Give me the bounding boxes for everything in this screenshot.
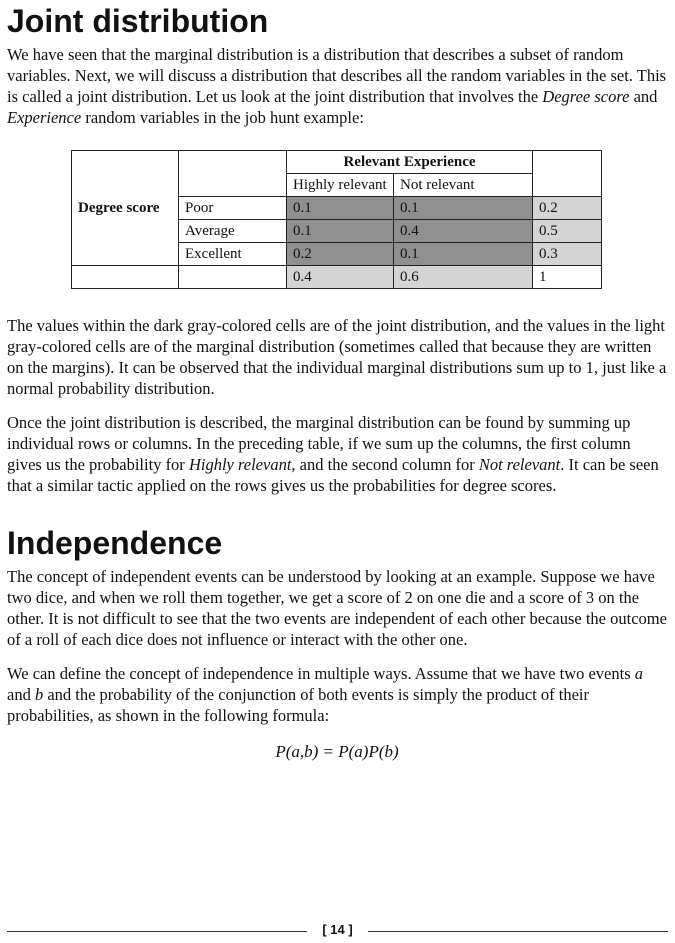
grand-total-cell: 1 bbox=[533, 266, 602, 289]
marginal-cell: 0.5 bbox=[533, 220, 602, 243]
paragraph-cell-colors: The values within the dark gray-colored cells are of the joint distribution, and the values in the light gray-colored cells are of the marginal distribution (sometimes called that because they are written on the margins). It can be observed that the individual marginal distributions sum up to 1, just like a normal probability distribution. bbox=[7, 316, 667, 398]
intro-paragraph: We have seen that the marginal distribution is a distribution that describes a subset of random variables. Next, we will discuss a distribution that describes all the random variables in the set. This is called a joint distribution. Let us look at the joint distribution that involves the Degree score and Experience random variables in the job hunt example: bbox=[7, 45, 667, 127]
joint-cell: 0.2 bbox=[287, 243, 394, 266]
joint-distribution-table bbox=[71, 150, 602, 289]
joint-cell: 0.1 bbox=[394, 243, 533, 266]
section-title-independence: Independence bbox=[7, 525, 223, 561]
marginal-cell: 0.2 bbox=[533, 197, 602, 220]
page-content bbox=[7, 0, 667, 762]
marginal-cell: 0.6 bbox=[394, 266, 533, 289]
table-row bbox=[72, 266, 602, 289]
paragraph-marginal-from-joint: Once the joint distribution is described, the marginal distribution can be found by summing up individual rows or columns. In the preceding table, if we sum up the columns, the first column gives us the probability for Highly relevant, and the second column for Not relevant. It can be seen that a similar tactic applied on the rows gives us the probabilities for degree scores. bbox=[7, 413, 659, 495]
page-footer bbox=[0, 921, 675, 941]
page-number: [ 14 ] bbox=[316, 922, 358, 937]
marginal-cell: 0.4 bbox=[287, 266, 394, 289]
row-label: Poor bbox=[179, 197, 287, 220]
marginal-cell: 0.3 bbox=[533, 243, 602, 266]
joint-cell: 0.1 bbox=[394, 197, 533, 220]
joint-cell: 0.4 bbox=[394, 220, 533, 243]
independence-formula: P(a,b) = P(a)P(b) bbox=[275, 742, 399, 761]
column-header-highly-relevant: Highly relevant bbox=[287, 174, 394, 197]
table-row bbox=[72, 151, 602, 174]
column-header-not-relevant: Not relevant bbox=[394, 174, 533, 197]
row-label-degree-score: Degree score bbox=[72, 151, 179, 266]
paragraph-dice-example: The concept of independent events can be understood by looking at an example. Suppose we have two dice, and when we roll them together, we get a score of 2 on one die and a score of 3 on the other. It is not difficult to see that the two events are independent of each other because the outcome of a roll of each dice does not influence or interact with the other one. bbox=[7, 567, 667, 649]
row-label: Average bbox=[179, 220, 287, 243]
joint-cell: 0.1 bbox=[287, 197, 394, 220]
joint-cell: 0.1 bbox=[287, 220, 394, 243]
section-title-joint-distribution: Joint distribution bbox=[7, 3, 269, 39]
row-label: Excellent bbox=[179, 243, 287, 266]
paragraph-independence-definition: We can define the concept of independence in multiple ways. Assume that we have two events a and b and the probability of the conjunction of both events is simply the product of their probabilities, as shown in the following formula: bbox=[7, 664, 644, 725]
column-group-header: Relevant Experience bbox=[287, 151, 533, 174]
